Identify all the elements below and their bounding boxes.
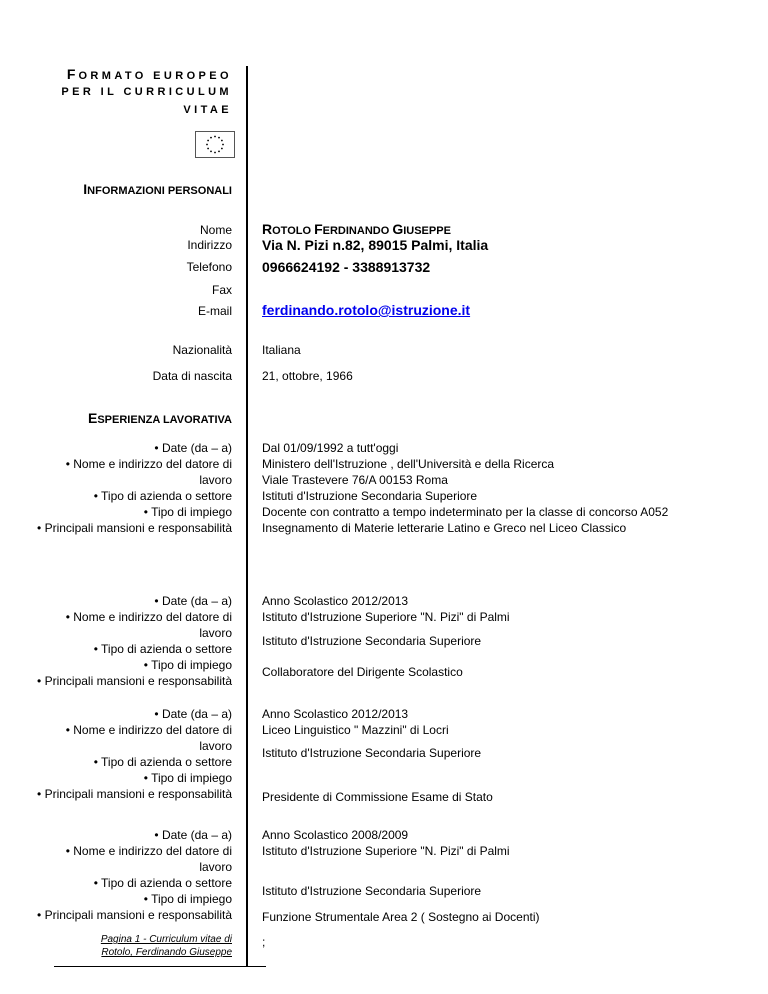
entry4-line: Funzione Strumentale Area 2 ( Sostegno ai Docenti) bbox=[262, 910, 540, 924]
value-nome: ROTOLO FERDINANDO GIUSEPPE bbox=[262, 221, 451, 237]
entry2-label-sector: • Tipo di azienda o settore bbox=[93, 642, 232, 656]
entry2-label-employer: • Nome e indirizzo del datore di bbox=[65, 610, 232, 624]
label-data-nascita: Data di nascita bbox=[152, 369, 232, 383]
entry3-label-duties: • Principali mansioni e responsabilità bbox=[37, 787, 232, 801]
page-footer bbox=[101, 933, 232, 959]
vertical-divider bbox=[246, 66, 248, 966]
entry3-line: Presidente di Commissione Esame di Stato bbox=[262, 790, 493, 804]
section-work-experience: ESPERIENZA LAVORATIVA bbox=[88, 410, 232, 426]
label-telefono: Telefono bbox=[186, 260, 232, 274]
label-indirizzo: Indirizzo bbox=[187, 238, 232, 252]
label-nome: Nome bbox=[199, 223, 232, 237]
entry2-line: Collaboratore del Dirigente Scolastico bbox=[262, 665, 463, 679]
title-line-3: VITAE bbox=[183, 104, 232, 116]
entry2-label-duties: • Principali mansioni e responsabilità bbox=[37, 674, 232, 688]
entry1-line: Ministero dell'Istruzione , dell'Università e della Ricerca bbox=[262, 457, 555, 471]
label-nazionalita: Nazionalità bbox=[172, 343, 232, 357]
entry2-line: Istituto d'Istruzione Secondaria Superiore bbox=[262, 634, 482, 648]
entry1-label-type: • Tipo di impiego bbox=[143, 505, 232, 519]
entry2-label-date: • Date (da – a) bbox=[154, 594, 232, 608]
footer-line-1: Pagina 1 - Curriculum vitae di bbox=[100, 934, 232, 945]
entry3-label-employer: • Nome e indirizzo del datore di bbox=[65, 723, 232, 737]
entry1-label-duties: • Principali mansioni e responsabilità bbox=[37, 521, 232, 535]
entry1-label-date: • Date (da – a) bbox=[154, 441, 232, 455]
entry2-label-type: • Tipo di impiego bbox=[143, 658, 232, 672]
entry3-label-type: • Tipo di impiego bbox=[143, 771, 232, 785]
entry1-line: Insegnamento di Materie letterarie Latino e Greco nel Liceo Classico bbox=[262, 521, 627, 535]
value-nazionalita: Italiana bbox=[262, 343, 301, 357]
entry3-line: Anno Scolastico 2012/2013 bbox=[262, 707, 409, 721]
entry2-line: Anno Scolastico 2012/2013 bbox=[262, 594, 409, 608]
entry4-label-sector: • Tipo di azienda o settore bbox=[93, 876, 232, 890]
eu-flag-icon bbox=[195, 131, 235, 158]
value-data-nascita: 21, ottobre, 1966 bbox=[262, 369, 353, 383]
value-email-link[interactable]: ferdinando.rotolo@istruzione.it bbox=[262, 302, 471, 318]
entry1-label-employer-cont: lavoro bbox=[199, 473, 232, 487]
footer-line-2: Rotolo, Ferdinando Giuseppe bbox=[101, 947, 232, 958]
entry4-label-type: • Tipo di impiego bbox=[143, 892, 232, 906]
value-indirizzo: Via N. Pizi n.82, 89015 Palmi, Italia bbox=[262, 237, 489, 253]
entry4-line: ; bbox=[262, 935, 266, 949]
section-personal-info: INFORMAZIONI PERSONALI bbox=[83, 181, 232, 197]
value-telefono: 0966624192 - 3388913732 bbox=[262, 259, 431, 275]
label-email: E-mail bbox=[197, 304, 232, 318]
entry3-label-sector: • Tipo di azienda o settore bbox=[93, 755, 232, 769]
entry1-label-employer: • Nome e indirizzo del datore di bbox=[65, 457, 232, 471]
entry4-line: Istituto d'Istruzione Superiore "N. Pizi" di Palmi bbox=[262, 844, 510, 858]
entry4-label-employer: • Nome e indirizzo del datore di bbox=[65, 844, 232, 858]
entry1-label-sector: • Tipo di azienda o settore bbox=[93, 489, 232, 503]
entry2-line: Istituto d'Istruzione Superiore "N. Pizi" di Palmi bbox=[262, 610, 510, 624]
entry1-line: Viale Trastevere 76/A 00153 Roma bbox=[262, 473, 448, 487]
entry4-line: Anno Scolastico 2008/2009 bbox=[262, 828, 409, 842]
label-fax: Fax bbox=[211, 283, 232, 297]
entry3-label-employer-cont: lavoro bbox=[199, 739, 232, 753]
entry1-line: Docente con contratto a tempo indeterminato per la classe di concorso A052 bbox=[262, 505, 669, 519]
entry4-label-date: • Date (da – a) bbox=[154, 828, 232, 842]
entry4-label-employer-cont: lavoro bbox=[199, 860, 232, 874]
footer-rule bbox=[54, 966, 266, 967]
entry1-line: Dal 01/09/1992 a tutt'oggi bbox=[262, 441, 399, 455]
entry4-label-duties: • Principali mansioni e responsabilità bbox=[37, 908, 232, 922]
entry3-line: Liceo Linguistico " Mazzini" di Locri bbox=[262, 723, 449, 737]
entry1-line: Istituti d'Istruzione Secondaria Superiore bbox=[262, 489, 478, 503]
entry2-label-employer-cont: lavoro bbox=[199, 626, 232, 640]
title-line-2: PER IL CURRICULUM bbox=[61, 86, 232, 98]
entry3-label-date: • Date (da – a) bbox=[154, 707, 232, 721]
entry3-line: Istituto d'Istruzione Secondaria Superiore bbox=[262, 746, 482, 760]
title-line-1: FORMATO EUROPEO bbox=[66, 66, 232, 82]
entry4-line: Istituto d'Istruzione Secondaria Superiore bbox=[262, 884, 482, 898]
